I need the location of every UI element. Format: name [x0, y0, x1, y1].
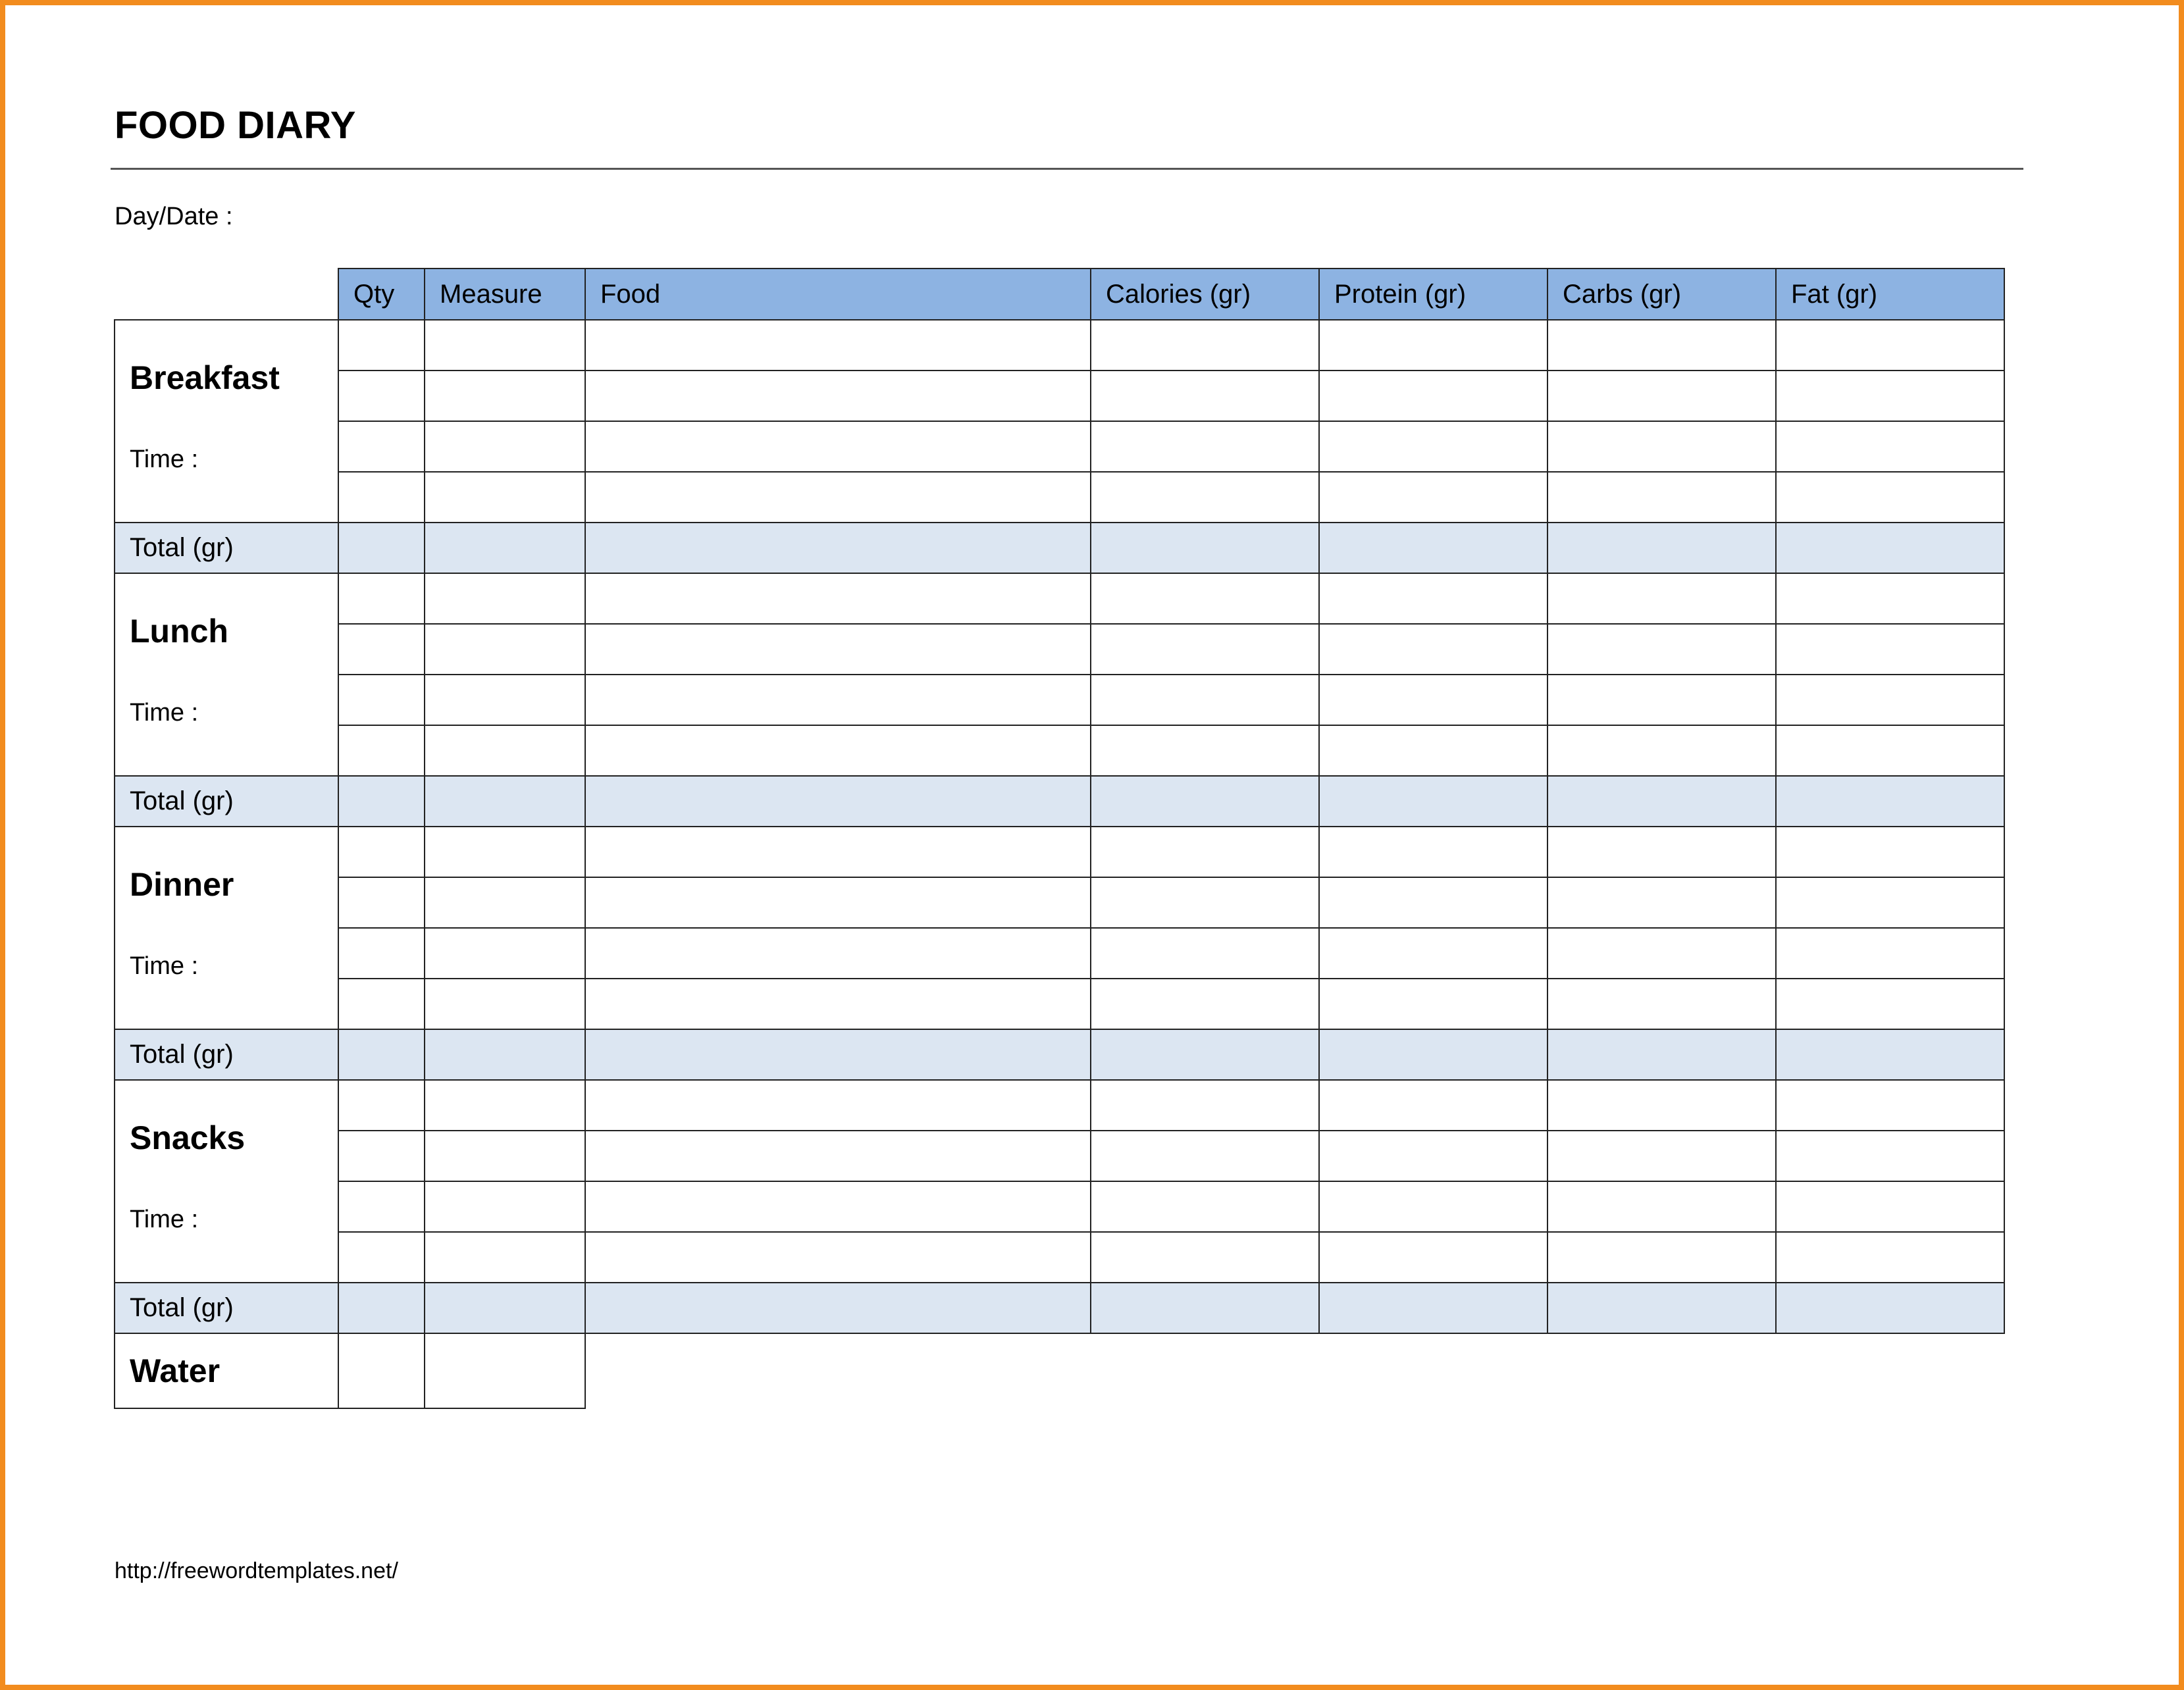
snacks-cell-food[interactable]	[585, 1131, 1091, 1181]
lunch-cell-protein-gr-[interactable]	[1319, 675, 1547, 725]
lunch-cell-qty[interactable]	[338, 725, 425, 776]
breakfast-cell-qty[interactable]	[338, 320, 425, 371]
snacks-cell-calories-gr-[interactable]	[1091, 1080, 1319, 1131]
water-cell-measure[interactable]	[425, 1333, 585, 1408]
snacks-cell-fat-gr-[interactable]	[1776, 1181, 2004, 1232]
lunch-total-fat-gr-[interactable]	[1776, 776, 2004, 827]
breakfast-cell-calories-gr-[interactable]	[1091, 472, 1319, 523]
snacks-cell-food[interactable]	[585, 1232, 1091, 1283]
snacks-cell-fat-gr-[interactable]	[1776, 1232, 2004, 1283]
lunch-total-measure[interactable]	[425, 776, 585, 827]
water-name: Water	[130, 1352, 221, 1389]
breakfast-entry-row	[115, 421, 2004, 472]
dinner-entry-row	[115, 928, 2004, 979]
dinner-cell-calories-gr-[interactable]	[1091, 827, 1319, 877]
snacks-total-measure[interactable]	[425, 1283, 585, 1333]
dinner-cell-carbs-gr-[interactable]	[1547, 979, 1776, 1029]
snacks-total-carbs-gr-[interactable]	[1547, 1283, 1776, 1333]
breakfast-cell-fat-gr-[interactable]	[1776, 472, 2004, 523]
dinner-cell-food[interactable]	[585, 877, 1091, 928]
dinner-cell-fat-gr-[interactable]	[1776, 979, 2004, 1029]
lunch-cell-fat-gr-[interactable]	[1776, 624, 2004, 675]
lunch-cell-carbs-gr-[interactable]	[1547, 573, 1776, 624]
snacks-total-fat-gr-[interactable]	[1776, 1283, 2004, 1333]
lunch-cell-carbs-gr-[interactable]	[1547, 624, 1776, 675]
snacks-total-label: Total (gr)	[115, 1283, 338, 1333]
breakfast-entry-row	[115, 472, 2004, 523]
breakfast-cell-measure[interactable]	[425, 472, 585, 523]
dinner-total-calories-gr-[interactable]	[1091, 1029, 1319, 1080]
snacks-entry-row	[115, 1232, 2004, 1283]
breakfast-cell-food[interactable]	[585, 472, 1091, 523]
dinner-cell-fat-gr-[interactable]	[1776, 827, 2004, 877]
breakfast-total-row	[115, 523, 2004, 573]
lunch-cell-protein-gr-[interactable]	[1319, 573, 1547, 624]
dinner-cell-measure[interactable]	[425, 928, 585, 979]
page-title: FOOD DIARY	[115, 104, 356, 147]
dinner-cell-fat-gr-[interactable]	[1776, 928, 2004, 979]
snacks-cell-protein-gr-[interactable]	[1319, 1181, 1547, 1232]
lunch-cell-food[interactable]	[585, 725, 1091, 776]
dinner-entry-row	[115, 827, 2004, 877]
column-header-protein: Protein (gr)	[1319, 269, 1547, 320]
breakfast-cell-food[interactable]	[585, 320, 1091, 371]
water-label	[115, 1333, 338, 1408]
dinner-label-cell	[115, 827, 338, 1029]
lunch-entry-row	[115, 624, 2004, 675]
dinner-cell-qty[interactable]	[338, 877, 425, 928]
breakfast-time-label: Time :	[130, 446, 199, 473]
lunch-cell-calories-gr-[interactable]	[1091, 725, 1319, 776]
breakfast-entry-row	[115, 320, 2004, 371]
dinner-cell-calories-gr-[interactable]	[1091, 877, 1319, 928]
snacks-entry-row	[115, 1181, 2004, 1232]
breakfast-cell-measure[interactable]	[425, 421, 585, 472]
snacks-cell-food[interactable]	[585, 1080, 1091, 1131]
lunch-entry-row	[115, 725, 2004, 776]
lunch-entry-row	[115, 573, 2004, 624]
dinner-total-carbs-gr-[interactable]	[1547, 1029, 1776, 1080]
food-diary-table	[114, 268, 2005, 1409]
lunch-total-qty[interactable]	[338, 776, 425, 827]
lunch-total-row	[115, 776, 2004, 827]
dinner-cell-measure[interactable]	[425, 979, 585, 1029]
snacks-cell-qty[interactable]	[338, 1080, 425, 1131]
breakfast-cell-food[interactable]	[585, 421, 1091, 472]
lunch-cell-qty[interactable]	[338, 624, 425, 675]
snacks-entry-row	[115, 1080, 2004, 1131]
breakfast-total-protein-gr-[interactable]	[1319, 523, 1547, 573]
snacks-meal-name: Snacks	[130, 1119, 246, 1156]
lunch-total-label: Total (gr)	[115, 776, 338, 827]
snacks-cell-measure[interactable]	[425, 1131, 585, 1181]
column-header-qty: Qty	[338, 269, 425, 320]
snacks-cell-fat-gr-[interactable]	[1776, 1131, 2004, 1181]
breakfast-cell-qty[interactable]	[338, 371, 425, 421]
lunch-cell-carbs-gr-[interactable]	[1547, 675, 1776, 725]
dinner-meal-name: Dinner	[130, 866, 234, 903]
breakfast-meal-name: Breakfast	[130, 359, 280, 396]
dinner-cell-protein-gr-[interactable]	[1319, 979, 1547, 1029]
breakfast-cell-qty[interactable]	[338, 472, 425, 523]
lunch-cell-protein-gr-[interactable]	[1319, 624, 1547, 675]
dinner-total-food[interactable]	[585, 1029, 1091, 1080]
breakfast-total-measure[interactable]	[425, 523, 585, 573]
header-row	[115, 269, 2004, 320]
breakfast-cell-protein-gr-[interactable]	[1319, 421, 1547, 472]
breakfast-cell-calories-gr-[interactable]	[1091, 320, 1319, 371]
lunch-time-label: Time :	[130, 699, 199, 727]
snacks-cell-measure[interactable]	[425, 1232, 585, 1283]
dinner-cell-protein-gr-[interactable]	[1319, 877, 1547, 928]
breakfast-label-cell	[115, 320, 338, 523]
lunch-cell-measure[interactable]	[425, 675, 585, 725]
dinner-cell-food[interactable]	[585, 928, 1091, 979]
dinner-cell-qty[interactable]	[338, 827, 425, 877]
header-corner	[115, 269, 338, 320]
column-header-food: Food	[585, 269, 1091, 320]
dinner-cell-calories-gr-[interactable]	[1091, 979, 1319, 1029]
breakfast-cell-calories-gr-[interactable]	[1091, 371, 1319, 421]
dinner-time-label: Time :	[130, 952, 199, 980]
snacks-cell-food[interactable]	[585, 1181, 1091, 1232]
footer-url[interactable]: http://freewordtemplates.net/	[115, 1558, 398, 1583]
lunch-cell-protein-gr-[interactable]	[1319, 725, 1547, 776]
dinner-total-row	[115, 1029, 2004, 1080]
lunch-label-cell	[115, 573, 338, 776]
snacks-total-food[interactable]	[585, 1283, 1091, 1333]
lunch-cell-calories-gr-[interactable]	[1091, 675, 1319, 725]
dinner-cell-qty[interactable]	[338, 928, 425, 979]
lunch-total-carbs-gr-[interactable]	[1547, 776, 1776, 827]
breakfast-cell-carbs-gr-[interactable]	[1547, 320, 1776, 371]
snacks-cell-carbs-gr-[interactable]	[1547, 1131, 1776, 1181]
snacks-total-qty[interactable]	[338, 1283, 425, 1333]
snacks-total-calories-gr-[interactable]	[1091, 1283, 1319, 1333]
snacks-total-row	[115, 1283, 2004, 1333]
breakfast-cell-fat-gr-[interactable]	[1776, 320, 2004, 371]
breakfast-total-food[interactable]	[585, 523, 1091, 573]
breakfast-cell-carbs-gr-[interactable]	[1547, 472, 1776, 523]
dinner-total-protein-gr-[interactable]	[1319, 1029, 1547, 1080]
lunch-cell-qty[interactable]	[338, 675, 425, 725]
snacks-cell-calories-gr-[interactable]	[1091, 1131, 1319, 1181]
snacks-cell-qty[interactable]	[338, 1181, 425, 1232]
snacks-cell-protein-gr-[interactable]	[1319, 1080, 1547, 1131]
column-header-calories: Calories (gr)	[1091, 269, 1319, 320]
lunch-cell-measure[interactable]	[425, 725, 585, 776]
dinner-cell-fat-gr-[interactable]	[1776, 877, 2004, 928]
column-header-fat: Fat (gr)	[1776, 269, 2004, 320]
snacks-total-protein-gr-[interactable]	[1319, 1283, 1547, 1333]
dinner-cell-food[interactable]	[585, 979, 1091, 1029]
dinner-cell-carbs-gr-[interactable]	[1547, 928, 1776, 979]
dinner-cell-protein-gr-[interactable]	[1319, 928, 1547, 979]
lunch-entry-row	[115, 675, 2004, 725]
water-row	[115, 1333, 2004, 1408]
breakfast-cell-protein-gr-[interactable]	[1319, 320, 1547, 371]
lunch-cell-carbs-gr-[interactable]	[1547, 725, 1776, 776]
snacks-cell-protein-gr-[interactable]	[1319, 1131, 1547, 1181]
dinner-cell-measure[interactable]	[425, 827, 585, 877]
water-row-spacer	[585, 1333, 2004, 1408]
lunch-total-food[interactable]	[585, 776, 1091, 827]
water-cell-qty[interactable]	[338, 1333, 425, 1408]
breakfast-total-label: Total (gr)	[115, 523, 338, 573]
dinner-total-label: Total (gr)	[115, 1029, 338, 1080]
breakfast-cell-measure[interactable]	[425, 371, 585, 421]
breakfast-cell-carbs-gr-[interactable]	[1547, 371, 1776, 421]
breakfast-cell-calories-gr-[interactable]	[1091, 421, 1319, 472]
breakfast-total-carbs-gr-[interactable]	[1547, 523, 1776, 573]
lunch-cell-fat-gr-[interactable]	[1776, 573, 2004, 624]
snacks-cell-qty[interactable]	[338, 1232, 425, 1283]
dinner-cell-calories-gr-[interactable]	[1091, 928, 1319, 979]
breakfast-total-calories-gr-[interactable]	[1091, 523, 1319, 573]
snacks-cell-qty[interactable]	[338, 1131, 425, 1181]
snacks-cell-measure[interactable]	[425, 1080, 585, 1131]
breakfast-total-fat-gr-[interactable]	[1776, 523, 2004, 573]
lunch-cell-measure[interactable]	[425, 624, 585, 675]
breakfast-cell-food[interactable]	[585, 371, 1091, 421]
title-divider	[111, 168, 2023, 170]
lunch-cell-food[interactable]	[585, 573, 1091, 624]
breakfast-cell-qty[interactable]	[338, 421, 425, 472]
snacks-cell-carbs-gr-[interactable]	[1547, 1181, 1776, 1232]
lunch-total-calories-gr-[interactable]	[1091, 776, 1319, 827]
lunch-cell-qty[interactable]	[338, 573, 425, 624]
dinner-cell-carbs-gr-[interactable]	[1547, 877, 1776, 928]
dinner-entry-row	[115, 979, 2004, 1029]
breakfast-total-qty[interactable]	[338, 523, 425, 573]
snacks-label-cell	[115, 1080, 338, 1283]
dinner-cell-measure[interactable]	[425, 877, 585, 928]
snacks-entry-row	[115, 1131, 2004, 1181]
snacks-cell-calories-gr-[interactable]	[1091, 1232, 1319, 1283]
snacks-cell-carbs-gr-[interactable]	[1547, 1232, 1776, 1283]
lunch-cell-calories-gr-[interactable]	[1091, 573, 1319, 624]
snacks-cell-measure[interactable]	[425, 1181, 585, 1232]
dinner-cell-carbs-gr-[interactable]	[1547, 827, 1776, 877]
lunch-meal-name: Lunch	[130, 613, 228, 650]
lunch-cell-food[interactable]	[585, 675, 1091, 725]
dinner-total-qty[interactable]	[338, 1029, 425, 1080]
day-date-label: Day/Date :	[115, 203, 233, 230]
breakfast-cell-fat-gr-[interactable]	[1776, 371, 2004, 421]
snacks-cell-fat-gr-[interactable]	[1776, 1080, 2004, 1131]
dinner-entry-row	[115, 877, 2004, 928]
lunch-cell-fat-gr-[interactable]	[1776, 725, 2004, 776]
dinner-cell-protein-gr-[interactable]	[1319, 827, 1547, 877]
lunch-cell-measure[interactable]	[425, 573, 585, 624]
column-header-measure: Measure	[425, 269, 585, 320]
snacks-cell-protein-gr-[interactable]	[1319, 1232, 1547, 1283]
dinner-cell-food[interactable]	[585, 827, 1091, 877]
breakfast-entry-row	[115, 371, 2004, 421]
lunch-total-protein-gr-[interactable]	[1319, 776, 1547, 827]
snacks-cell-calories-gr-[interactable]	[1091, 1181, 1319, 1232]
lunch-cell-fat-gr-[interactable]	[1776, 675, 2004, 725]
lunch-cell-food[interactable]	[585, 624, 1091, 675]
snacks-cell-carbs-gr-[interactable]	[1547, 1080, 1776, 1131]
dinner-total-measure[interactable]	[425, 1029, 585, 1080]
column-header-carbs: Carbs (gr)	[1547, 269, 1776, 320]
dinner-cell-qty[interactable]	[338, 979, 425, 1029]
breakfast-cell-protein-gr-[interactable]	[1319, 371, 1547, 421]
lunch-cell-calories-gr-[interactable]	[1091, 624, 1319, 675]
snacks-time-label: Time :	[130, 1206, 199, 1233]
breakfast-cell-fat-gr-[interactable]	[1776, 421, 2004, 472]
breakfast-cell-measure[interactable]	[425, 320, 585, 371]
breakfast-cell-carbs-gr-[interactable]	[1547, 421, 1776, 472]
breakfast-cell-protein-gr-[interactable]	[1319, 472, 1547, 523]
dinner-total-fat-gr-[interactable]	[1776, 1029, 2004, 1080]
